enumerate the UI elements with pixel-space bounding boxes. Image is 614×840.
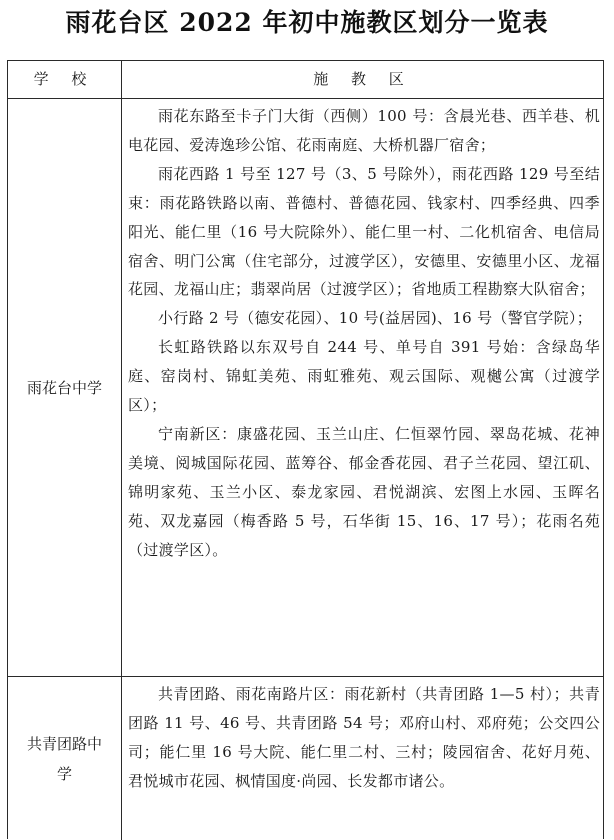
area-paragraph: 雨花西路 1 号至 127 号（3、5 号除外），雨花西路 129 号至结束：雨花路铁路以南、普德村、普德花园、钱家村、四季经典、四季阳光、能仁里（16 号大院除外）、能仁里一村、二化机宿舍、电信局宿舍、明门公寓（住宅部分，过渡学区），安德里、安德里小区、龙福花园、龙福山庄；翡翠尚居（过渡学区）；省地质工程勘察大队宿舍； — [128, 164, 600, 299]
teaching-area-cell — [128, 102, 600, 565]
column-divider — [121, 61, 122, 98]
header-school: 学 校 — [33, 70, 96, 88]
column-divider — [121, 677, 122, 840]
header-teaching-area: 施 教 区 — [313, 70, 413, 88]
school-name-cell — [8, 99, 121, 676]
area-paragraph: 共青团路、雨花南路片区：雨花新村（共青团路 1—5 村）；共青团路 11 号、46 号、共青团路 54 号；邓府山村、邓府苑；公交四公司；能仁里 16 号大院、能仁里二村、三村；陵园宿舍、花好月苑、君悦城市花园、枫情国度·尚园、长发都市诸公。 — [128, 685, 600, 790]
area-paragraph: 雨花东路至卡子门大街（西侧）100 号：含晨光巷、西羊巷、机电花园、爱涛逸珍公馆、花雨南庭、大桥机器厂宿舍； — [128, 107, 600, 154]
school-district-table — [7, 60, 604, 839]
teaching-area-cell — [128, 680, 600, 796]
school-name-cell — [8, 677, 121, 840]
area-paragraph: 长虹路铁路以东双号自 244 号、单号自 391 号始：含绿岛华庭、窑岗村、锦虹美苑、雨虹雅苑、观云国际、观樾公寓（过渡学区）； — [128, 338, 600, 415]
table-header-row — [8, 61, 603, 99]
school-name: 共青团路中学 — [26, 734, 102, 783]
area-paragraph: 宁南新区：康盛花园、玉兰山庄、仁恒翠竹园、翠岛花城、花神美境、阅城国际花园、蓝筹谷、郁金香花园、君子兰花园、望江矶、锦明家苑、玉兰小区、泰龙家园、君悦湖滨、宏图上水园、玉晖名苑、双龙嘉园（梅香路 5 号，石华街 15、16、17 号）；花雨名苑（过渡学区）。 — [128, 424, 600, 559]
table-row — [8, 99, 603, 677]
page-title: 雨花台区 2022 年初中施教区划分一览表 — [65, 8, 549, 37]
table-row — [8, 677, 603, 840]
column-divider — [121, 99, 122, 676]
school-name: 雨花台中学 — [26, 378, 102, 397]
area-paragraph: 小行路 2 号（德安花园）、10 号(益居园)、16 号（警官学院）； — [158, 309, 592, 328]
